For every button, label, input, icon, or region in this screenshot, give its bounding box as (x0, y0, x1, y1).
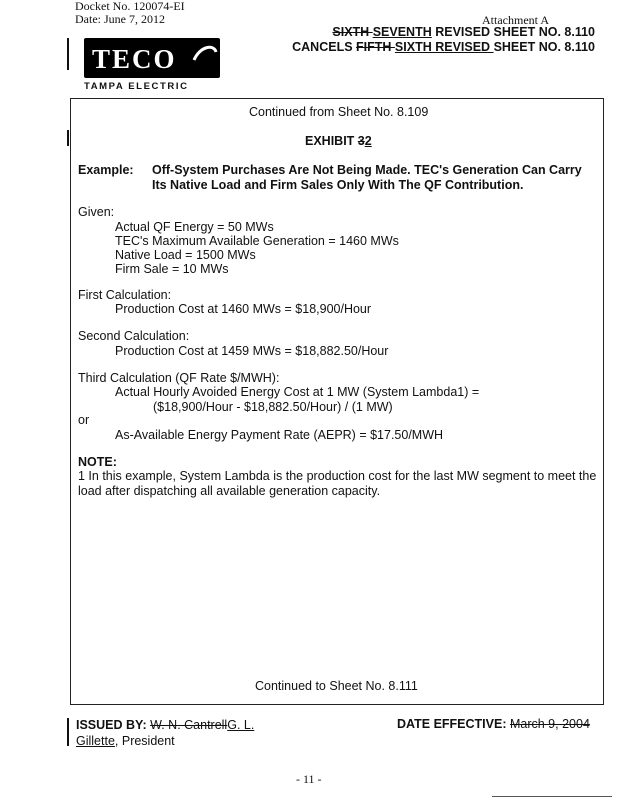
aepr-line: As-Available Energy Payment Rate (AEPR) = $17.50/MWH (115, 428, 444, 442)
struck-text: W. N. Cantrell (150, 718, 228, 732)
given-label: Given: (78, 205, 115, 219)
revision-bar (67, 38, 69, 70)
note-line-1: 1 In this example, System Lambda is the production cost for the last MW segment to meet the (78, 469, 597, 483)
example-label: Example: (78, 163, 134, 177)
or-text: or (78, 413, 90, 427)
docket-date: Date: June 7, 2012 (75, 12, 165, 26)
struck-text: FIFTH (356, 40, 395, 54)
note-label: NOTE: (78, 455, 117, 469)
first-calc-label: First Calculation: (78, 288, 172, 302)
third-calc-label: Third Calculation (QF Rate $/MWH): (78, 371, 280, 385)
third-calc-line-2: ($18,900/Hour - $18,882.50/Hour) / (1 MW) (153, 400, 393, 414)
first-calc: Production Cost at 1460 MWs = $18,900/Hour (115, 302, 372, 316)
docket-number: Docket No. 120074-EI (75, 0, 185, 13)
struck-text: 3 (357, 134, 365, 148)
example-line-2: Its Native Load and Firm Sales Only With The QF Contribution. (152, 178, 524, 192)
revised-rest: REVISED SHEET NO. 8.110 (431, 25, 595, 39)
swoosh-icon (192, 40, 218, 76)
given-item: Native Load = 1500 MWs (115, 248, 256, 262)
exhibit-prefix: EXHIBIT (305, 134, 358, 148)
inserted-text: 2 (364, 134, 372, 148)
logo-wordmark: TECO (92, 44, 177, 74)
issued-rest: , President (114, 734, 175, 748)
second-calc: Production Cost at 1459 MWs = $18,882.50/Hour (115, 344, 389, 358)
inserted-text: Gillette (76, 734, 115, 748)
inserted-text: SEVENTH (372, 25, 432, 39)
continued-from: Continued from Sheet No. 8.109 (249, 105, 429, 119)
note-line-2: load after dispatching all available generation capacity. (78, 484, 381, 498)
given-item: Firm Sale = 10 MWs (115, 262, 229, 276)
given-item: Actual QF Energy = 50 MWs (115, 220, 274, 234)
struck-text: March 9, 2004 (509, 717, 590, 731)
issued-by (76, 717, 254, 749)
issued-label: ISSUED BY: (76, 718, 147, 732)
docket-info (75, 0, 185, 26)
cancels-sheet-line (292, 40, 595, 54)
second-calc-label: Second Calculation: (78, 329, 190, 343)
struck-text: SIXTH (332, 25, 373, 39)
example-line-1: Off-System Purchases Are Not Being Made. TEC's Generation Can Carry (152, 163, 582, 177)
teco-logo (84, 38, 220, 78)
exhibit-title (305, 134, 372, 149)
logo-subtitle: TAMPA ELECTRIC (84, 81, 189, 92)
continued-to: Continued to Sheet No. 8.111 (255, 679, 418, 693)
divider (492, 796, 612, 797)
page-number: - 11 - (296, 772, 322, 786)
revision-bar (67, 718, 69, 746)
date-effective (397, 717, 590, 731)
third-calc-line-1: Actual Hourly Avoided Energy Cost at 1 MW (System Lambda1) = (115, 385, 480, 399)
revision-bar (67, 130, 69, 146)
inserted-text: SIXTH REVISED (394, 40, 494, 54)
given-item: TEC's Maximum Available Generation = 1460 MWs (115, 234, 399, 248)
cancels-rest: SHEET NO. 8.110 (493, 40, 595, 54)
inserted-text: G. L. (227, 718, 255, 732)
attachment-label: Attachment A (482, 13, 549, 27)
date-label: DATE EFFECTIVE: (397, 717, 507, 731)
cancels-prefix: CANCELS (292, 40, 357, 54)
revised-sheet-line (332, 25, 595, 39)
